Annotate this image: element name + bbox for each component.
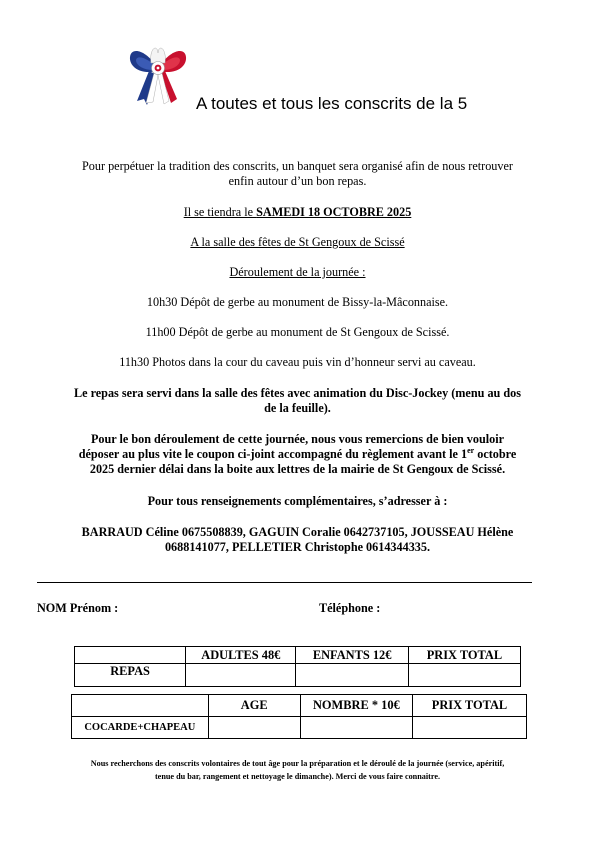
meal-line-1: Le repas sera servi dans la salle des fêtes avec animation du Disc-Jockey (menu au dos: [74, 386, 521, 400]
footer-line-1: Nous recherchons des conscrits volontaires de tout âge pour la préparation et le déroulé de la journée (service, apéritif,: [90, 759, 505, 768]
date-value: SAMEDI 18 OCTOBRE 2025: [256, 205, 412, 219]
age-input-cell[interactable]: [208, 717, 300, 739]
contacts-line-1: BARRAUD Céline 0675508839, GAGUIN Coralie 0642737105, JOUSSEAU Hélène: [81, 525, 514, 539]
adults-input-cell[interactable]: [186, 664, 296, 687]
intro-paragraph: [30, 159, 565, 189]
separator-line: [37, 582, 532, 583]
deadline-superscript: er: [467, 445, 475, 455]
deadline-line-2b: octobre: [474, 447, 517, 461]
table-header-cell: ENFANTS 12€: [296, 647, 408, 664]
row-label-repas: REPAS: [75, 664, 186, 687]
row-label-cocarde: COCARDE+CHAPEAU: [72, 717, 209, 739]
table-header-cell: [72, 695, 209, 717]
meal-line-2: de la feuille).: [264, 401, 331, 415]
table-header-cell: NOMBRE * 10€: [300, 695, 412, 717]
deadline-paragraph: [30, 432, 565, 477]
event-date: [30, 205, 565, 220]
deadline-line-2a: déposer au plus vite le coupon ci-joint accompagné du règlement avant le 1: [78, 447, 468, 461]
table-header-cell: AGE: [208, 695, 300, 717]
quantity-input-cell[interactable]: [300, 717, 412, 739]
deadline-line-3: 2025 dernier délai dans la boite aux lettres de la mairie de St Gengoux de Scissé.: [89, 462, 506, 476]
page-title: A toutes et tous les conscrits de la 5: [196, 94, 468, 113]
phone-label: Téléphone :: [319, 601, 381, 615]
cockade-order-table: [71, 694, 527, 739]
event-venue: A la salle des fêtes de St Gengoux de Scissé: [190, 235, 405, 249]
table-header-row: [75, 647, 521, 664]
table-row: [72, 717, 527, 739]
footer-line-2: tenue du bar, rangement et nettoyage le dimanche). Merci de vous faire connaitre.: [154, 772, 441, 781]
intro-line-2: enfin autour d’un bon repas.: [228, 174, 367, 188]
intro-line-1: Pour perpétuer la tradition des conscrits, un banquet sera organisé afin de nous retrouver: [82, 159, 513, 173]
table-header-cell: PRIX TOTAL: [412, 695, 526, 717]
contact-heading: Pour tous renseignements complémentaires, s’adresser à :: [147, 494, 448, 508]
meal-order-table: [74, 646, 521, 687]
name-label: NOM Prénom :: [37, 601, 119, 615]
date-prefix: Il se tiendra le: [183, 205, 257, 219]
total-input-cell[interactable]: [408, 664, 520, 687]
schedule-heading: Déroulement de la journée :: [229, 265, 366, 279]
contacts-line-2: 0688141077, PELLETIER Christophe 0614344335.: [164, 540, 431, 554]
contacts-paragraph: [30, 525, 565, 555]
table-header-row: [72, 695, 527, 717]
total-input-cell[interactable]: [412, 717, 526, 739]
table-header-cell: PRIX TOTAL: [408, 647, 520, 664]
footer-note: [30, 757, 565, 783]
table-header-cell: ADULTES 48€: [186, 647, 296, 664]
schedule-item: 10h30 Dépôt de gerbe au monument de Bissy-la-Mâconnaise.: [146, 295, 449, 309]
table-header-cell: [75, 647, 186, 664]
meal-paragraph: [30, 386, 565, 416]
children-input-cell[interactable]: [296, 664, 408, 687]
schedule-item: 11h00 Dépôt de gerbe au monument de St Gengoux de Scissé.: [145, 325, 450, 339]
tricolor-rosette-icon: [127, 41, 189, 107]
schedule-item: 11h30 Photos dans la cour du caveau puis vin d’honneur servi au caveau.: [119, 355, 476, 369]
deadline-line-1: Pour le bon déroulement de cette journée, nous vous remercions de bien vouloir: [90, 432, 505, 446]
table-row: [75, 664, 521, 687]
deadline-line-2: [30, 447, 565, 462]
